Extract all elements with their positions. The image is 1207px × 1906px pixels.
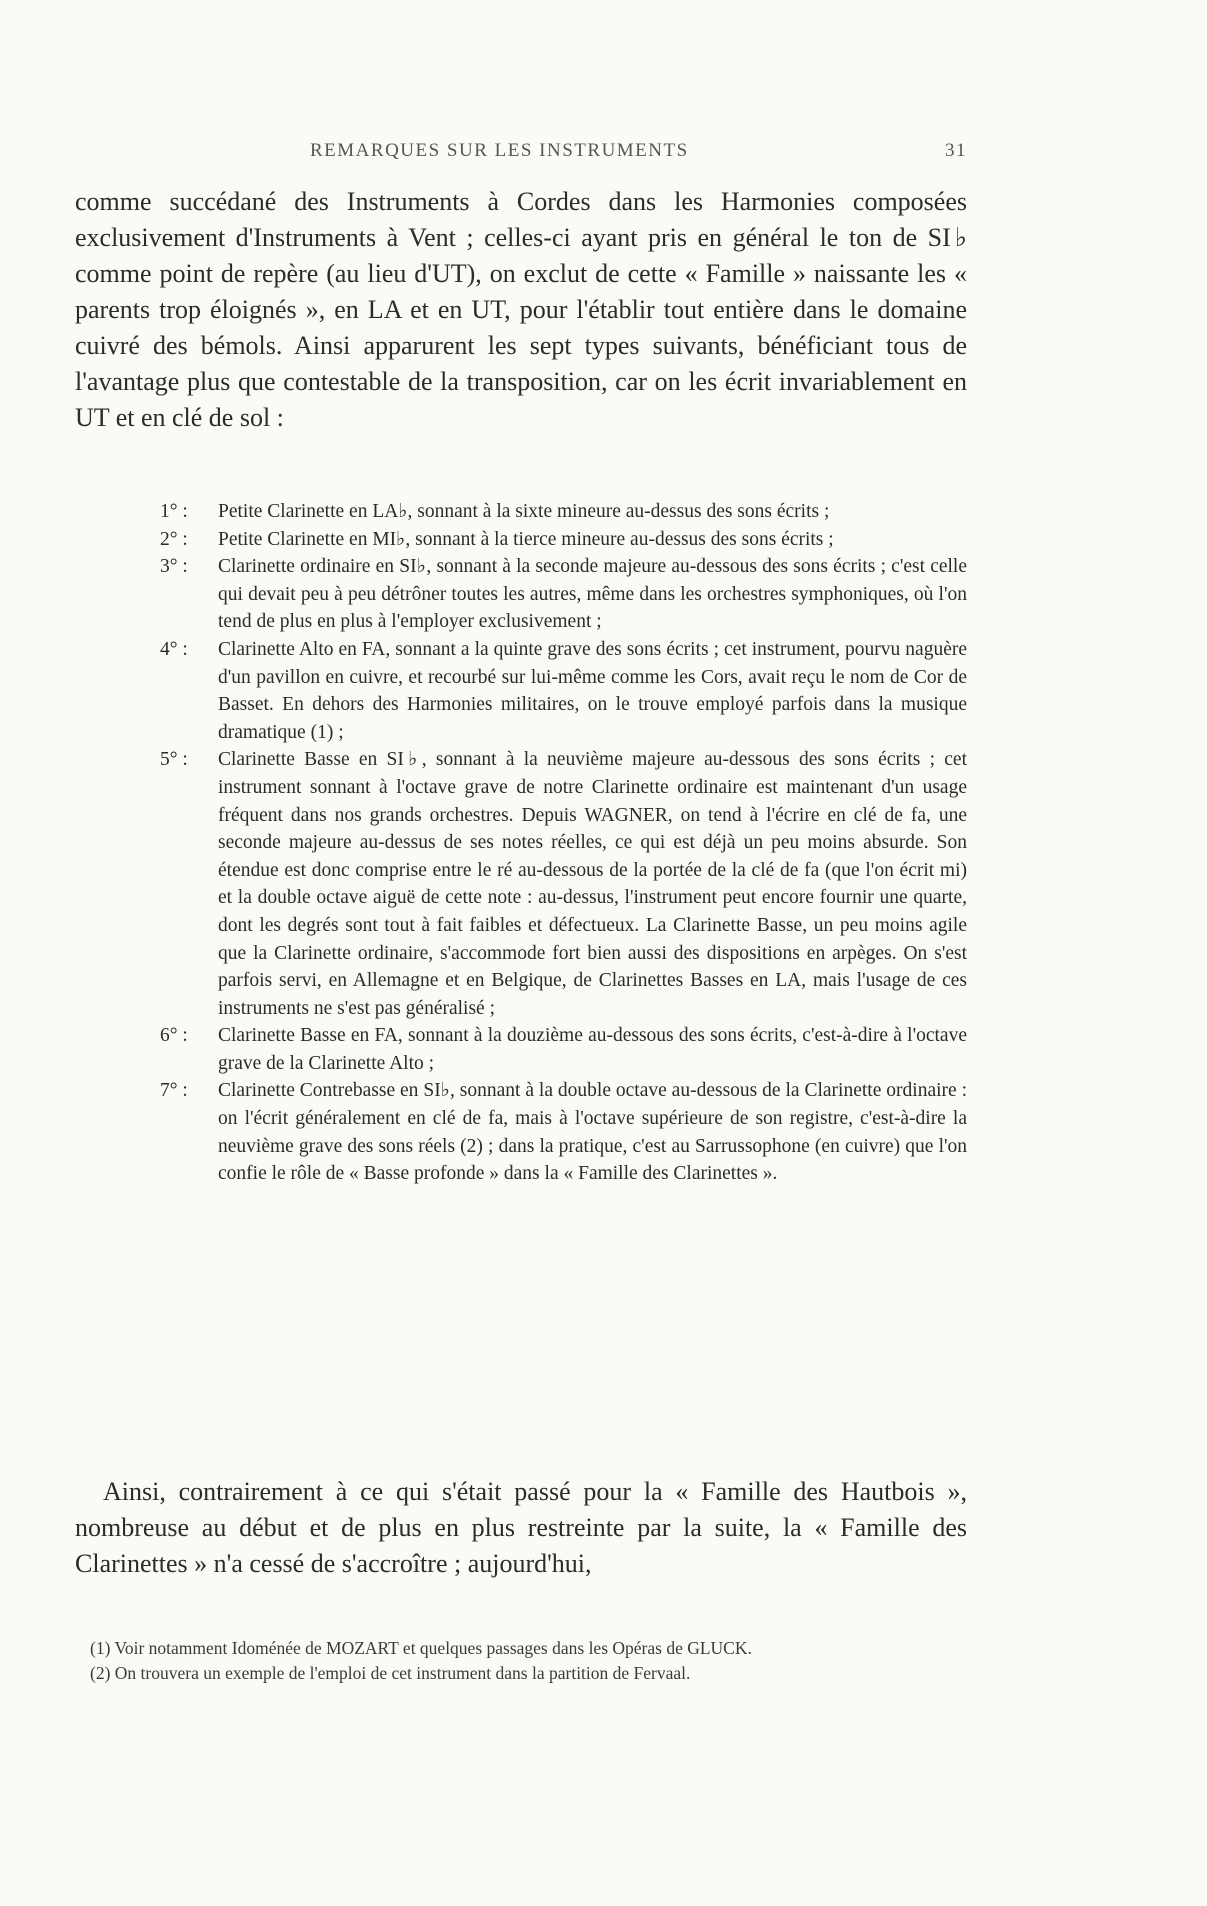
list-text: Clarinette Basse en SI♭, sonnant à la neuvième majeure au-dessous des sons écrits ; cet instrument sonnant à l'octave grave de notre Clarinette ordinaire est maintenant d'un usage fréquent dans nos grands orchestres. Depuis WAGNER, on tend à l'écrire en clé de fa, une seconde majeure au-dessus de ses notes réelles, ce qui est déjà un peu moins absurde. Son étendue est donc comprise entre le ré au-dessous de la portée de la clé de fa (que l'on écrit mi) et la double octave aiguë de cette note : au-dessus, l'instrument peut encore fournir une quarte, dont les degrés sont tout à fait faibles et défectueux. La Clarinette Basse, un peu moins agile que la Clarinette ordinaire, s'accommode fort bien aussi des dispositions en arpèges. On s'est parfois servi, en Allemagne et en Belgique, de Clarinettes Basses en LA, mais l'usage de ces instruments ne s'est pas généralisé ; (218, 749, 967, 1019)
list-number: 3° : (160, 556, 188, 578)
list-item (160, 636, 967, 746)
list-item (160, 553, 967, 636)
list-text: Clarinette Basse en FA, sonnant à la douzième au-dessous des sons écrits, c'est-à-dire à l'octave grave de la Clarinette Alto ; (218, 1025, 967, 1074)
paragraph: comme succédané des Instruments à Cordes dans les Harmonies composées exclusivement d'Instruments à Vent ; celles-ci ayant pris en général le ton de SI♭ comme point de repère (au lieu d'UT), on exclut de cette « Famille » naissante les « parents trop éloignés », en LA et en UT, pour l'établir tout entière dans le domaine cuivré des bémols. Ainsi apparurent les sept types suivants, bénéficiant tous de l'avantage plus que contestable de la transposition, car on les écrit invariablement en UT et en clé de sol : (75, 187, 967, 432)
list-item (160, 526, 967, 554)
list-item (160, 498, 967, 526)
body-text (75, 184, 967, 436)
page-number: 31 (945, 140, 967, 161)
list-text: Clarinette ordinaire en SI♭, sonnant à la seconde majeure au-dessous des sons écrits ; c'est celle qui devait peu à peu détrôner toutes les autres, même dans les orchestres symphoniques, où l'on tend de plus en plus à l'employer exclusivement ; (218, 556, 967, 633)
list-text: Petite Clarinette en MI♭, sonnant à la tierce mineure au-dessus des sons écrits ; (218, 528, 834, 550)
list-number: 6° : (160, 1025, 188, 1047)
list-item (160, 1077, 967, 1187)
footnote: (1) Voir notamment Idoménée de MOZART et quelques passages dans les Opéras de GLUCK. (90, 1638, 752, 1658)
running-title: REMARQUES SUR LES INSTRUMENTS (310, 140, 689, 161)
list-text: Clarinette Contrebasse en SI♭, sonnant à la double octave au-dessous de la Clarinette ordinaire : on l'écrit généralement en clé de fa, mais à l'octave supérieure de son registre, c'est-à-dire la neuvième grave des sons réels (2) ; dans la pratique, c'est au Sarrussophone (en cuivre) que l'on confie le rôle de « Basse profonde » dans la « Famille des Clarinettes ». (218, 1080, 967, 1185)
list-number: 4° : (160, 638, 188, 660)
list-number: 1° : (160, 501, 188, 522)
closing-paragraph-block (75, 1474, 967, 1582)
list-item (160, 1022, 967, 1077)
list-item (160, 746, 967, 1022)
footnotes (90, 1636, 967, 1686)
list-number: 2° : (160, 528, 188, 550)
list-text: Petite Clarinette en LA♭, sonnant à la sixte mineure au-dessus des sons écrits ; (218, 501, 830, 522)
list-number: 7° : (160, 1080, 188, 1102)
list-text: Clarinette Alto en FA, sonnant a la quinte grave des sons écrits ; cet instrument, pourvu naguère d'un pavillon en cuivre, et recourbé sur lui-même comme les Cors, avait reçu le nom de Cor de Basset. En dehors des Harmonies militaires, on le trouve employé parfois dans la musique dramatique (1) ; (218, 638, 967, 743)
list-number: 5° : (160, 749, 188, 771)
closing-paragraph: Ainsi, contrairement à ce qui s'était passé pour la « Famille des Hautbois », nombreuse au début et de plus en plus restreinte par la suite, la « Famille des Clarinettes » n'a cessé de s'accroître ; aujourd'hui, (75, 1477, 967, 1578)
clarinet-types-list (160, 498, 967, 1188)
footnote: (2) On trouvera un exemple de l'emploi de cet instrument dans la partition de Fervaal. (90, 1663, 691, 1683)
